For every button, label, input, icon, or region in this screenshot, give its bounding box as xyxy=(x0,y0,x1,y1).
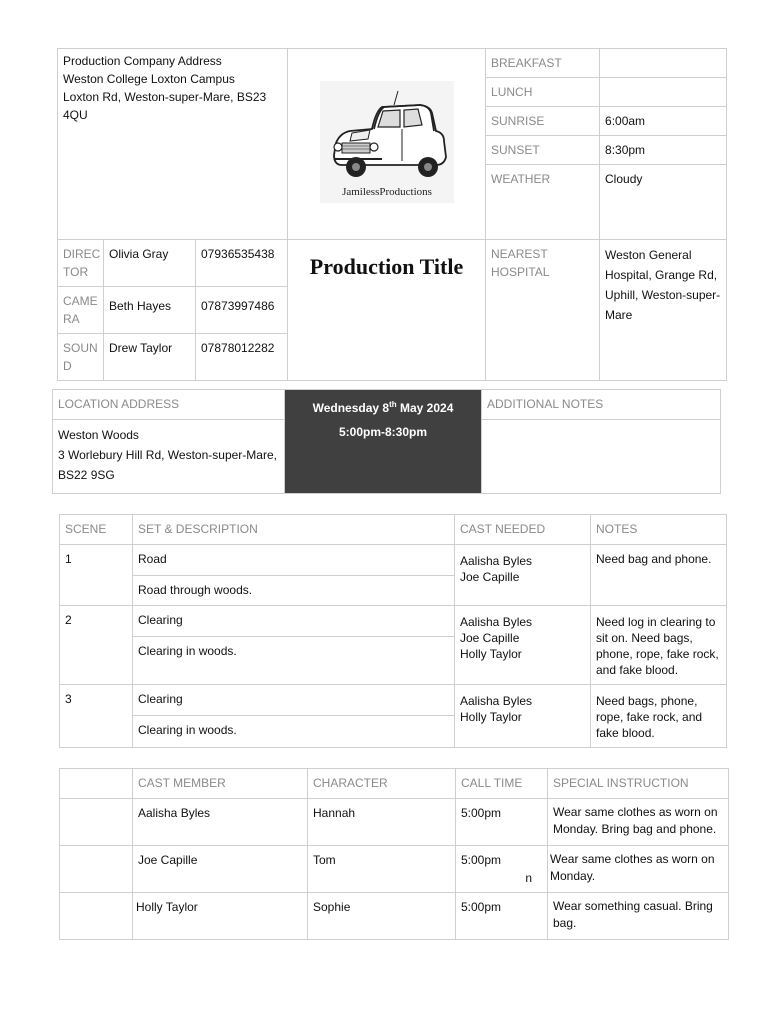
info-value xyxy=(600,49,727,78)
cast-call-time: 5:00pm xyxy=(456,799,548,846)
crew-name: Beth Hayes xyxy=(104,287,196,334)
column-header xyxy=(60,769,133,799)
hospital-label: NEAREST HOSPITAL xyxy=(486,240,600,381)
table-row xyxy=(60,893,729,940)
info-label: BREAKFAST xyxy=(486,49,600,78)
scene-set: Clearing xyxy=(133,606,455,637)
call-time-extra: n xyxy=(525,871,532,885)
company-logo xyxy=(288,49,486,240)
crew-phone: 07878012282 xyxy=(196,334,288,381)
info-value: Cloudy xyxy=(600,165,727,240)
info-label: LUNCH xyxy=(486,78,600,107)
location-label: LOCATION ADDRESS xyxy=(53,390,285,420)
scene-cast: Aalisha Byles Joe Capille Holly Taylor xyxy=(455,606,591,685)
cast-instruction: Wear same clothes as worn on Monday. Bring bag and phone. xyxy=(548,799,729,846)
info-value xyxy=(600,78,727,107)
table-row xyxy=(60,846,729,893)
logo-text: JamilessProductions xyxy=(341,185,432,198)
cast-blank xyxy=(60,799,133,846)
column-header: CAST NEEDED xyxy=(455,515,591,545)
cast-table xyxy=(59,768,729,940)
cast-member: Joe Capille xyxy=(133,846,308,893)
cast-instruction: Wear something casual. Bring bag. xyxy=(548,893,729,940)
scene-notes: Need log in clearing to sit on. Need bags, phone, rope, fake rock, and fake blood. xyxy=(591,606,727,685)
cast-character: Hannah xyxy=(308,799,456,846)
column-header: SCENE xyxy=(60,515,133,545)
table-row xyxy=(60,799,729,846)
column-header: CHARACTER xyxy=(308,769,456,799)
shoot-date-time xyxy=(285,390,482,494)
crew-phone: 07873997486 xyxy=(196,287,288,334)
info-label: SUNSET xyxy=(486,136,600,165)
company-address xyxy=(58,49,288,240)
scene-description: Clearing in woods. xyxy=(133,637,455,685)
scene-set: Clearing xyxy=(133,685,455,716)
cast-blank xyxy=(60,893,133,940)
column-header: SPECIAL INSTRUCTION xyxy=(548,769,729,799)
info-value: 8:30pm xyxy=(600,136,727,165)
scene-notes: Need bag and phone. xyxy=(591,545,727,606)
crew-name: Olivia Gray xyxy=(104,240,196,287)
cast-instruction: Wear same clothes as worn on Monday. xyxy=(548,846,729,893)
scene-cast: Aalisha Byles Holly Taylor xyxy=(455,685,591,748)
company-line: Weston College Loxton Campus xyxy=(63,72,235,86)
cast-character: Tom xyxy=(308,846,456,893)
crew-role: DIREC TOR xyxy=(58,240,104,287)
scenes-table xyxy=(59,514,727,748)
cast-blank xyxy=(60,846,133,893)
info-label: SUNRISE xyxy=(486,107,600,136)
cast-call-time xyxy=(456,846,548,893)
scene-description: Clearing in woods. xyxy=(133,716,455,748)
crew-phone: 07936535438 xyxy=(196,240,288,287)
scene-description: Road through woods. xyxy=(133,576,455,606)
company-line: Production Company Address xyxy=(63,54,222,68)
location-table xyxy=(52,389,721,494)
scene-number: 2 xyxy=(60,606,133,685)
shoot-date: Wednesday 8th May 2024 xyxy=(312,400,454,415)
info-value: 6:00am xyxy=(600,107,727,136)
info-label: WEATHER xyxy=(486,165,600,240)
cast-member: Holly Taylor xyxy=(133,893,308,940)
header-table xyxy=(57,48,727,381)
notes-label: ADDITIONAL NOTES xyxy=(482,390,721,420)
scene-notes: Need bags, phone, rope, fake rock, and fake blood. xyxy=(591,685,727,748)
scene-set: Road xyxy=(133,545,455,576)
cast-member: Aalisha Byles xyxy=(133,799,308,846)
column-header: CALL TIME xyxy=(456,769,548,799)
crew-name: Drew Taylor xyxy=(104,334,196,381)
scene-cast: Aalisha Byles Joe Capille xyxy=(455,545,591,606)
column-header: CAST MEMBER xyxy=(133,769,308,799)
cast-character: Sophie xyxy=(308,893,456,940)
company-line: Loxton Rd, Weston-super-Mare, BS23 4QU xyxy=(63,90,267,122)
call-time-value: 5:00pm xyxy=(461,853,502,867)
scene-number: 3 xyxy=(60,685,133,748)
crew-role: SOUN D xyxy=(58,334,104,381)
hospital-value: Weston General Hospital, Grange Rd, Uphill, Weston-super-Mare xyxy=(600,240,727,381)
shoot-time: 5:00pm-8:30pm xyxy=(338,425,428,439)
additional-notes xyxy=(482,420,721,494)
production-title: Production Title xyxy=(288,240,486,381)
crew-role: CAME RA xyxy=(58,287,104,334)
mini-car-icon xyxy=(312,77,462,207)
column-header: NOTES xyxy=(591,515,727,545)
column-header: SET & DESCRIPTION xyxy=(133,515,455,545)
scene-number: 1 xyxy=(60,545,133,606)
location-address: Weston Woods 3 Worlebury Hill Rd, Weston-super-Mare, BS22 9SG xyxy=(53,420,285,494)
cast-call-time: 5:00pm xyxy=(456,893,548,940)
